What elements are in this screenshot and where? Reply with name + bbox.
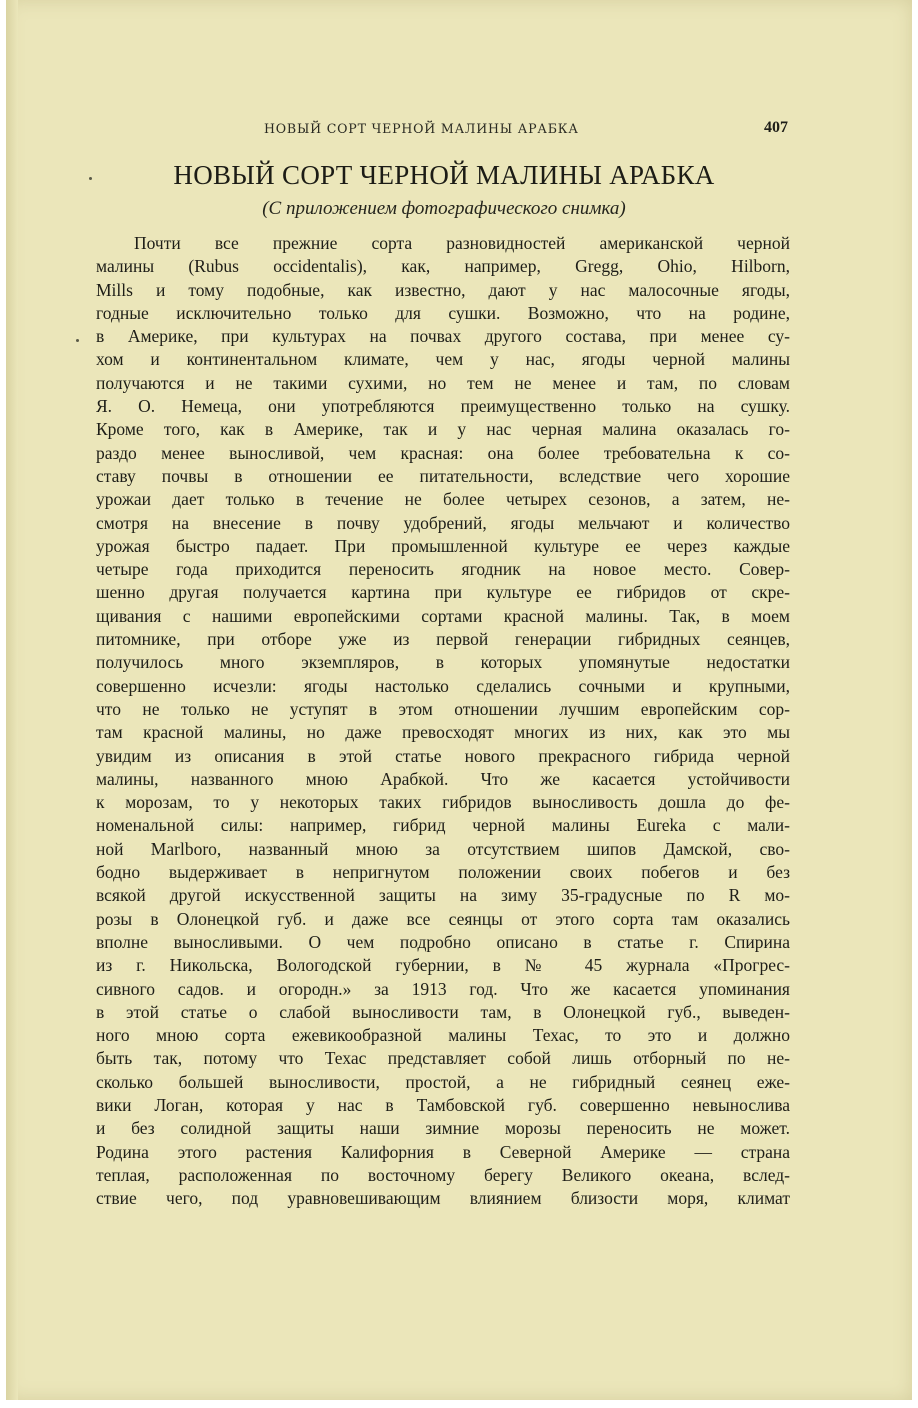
document-page (6, 0, 912, 1400)
body-line: годные исключительно только для сушки. Возможно, что на родине, (96, 302, 790, 323)
body-line: сивного садов. и огородн.» за 1913 год. Что же касается упоминания (96, 978, 790, 999)
body-line: четыре года приходится переносить ягодник на новое место. Совер- (96, 559, 790, 580)
print-speck (89, 177, 92, 180)
body-line: в Америке, при культурах на почвах другого состава, при менее су- (96, 326, 790, 347)
body-line: ставу почвы в отношении ее питательности, вследствие чего хорошие (96, 465, 790, 486)
print-speck (76, 339, 79, 342)
body-line: в этой статье о слабой выносливости там, в Олонецкой губ., выведен- (96, 1001, 790, 1022)
body-line: вполне выносливыми. О чем подробно описано в статье г. Спирина (96, 931, 790, 952)
body-line: ствие чего, под уравновешивающим влиянием близости моря, климат (96, 1188, 790, 1209)
body-line: из г. Никольска, Вологодской губернии, в № 45 журнала «Прогрес- (96, 955, 790, 976)
body-line: урожаи дает только в течение не более четырех сезонов, а затем, не- (96, 489, 790, 510)
body-line: шенно другая получается картина при культуре ее гибридов от скре- (96, 582, 790, 603)
body-line: Почти все прежние сорта разновидностей американской черной (134, 233, 790, 253)
body-line: к морозам, то у некоторых таких гибридов выносливость дошла до фе- (96, 792, 790, 813)
body-line: вики Логан, которая у нас в Тамбовской губ. совершенно невынослива (96, 1094, 790, 1115)
body-line: увидим из описания в этой статье нового прекрасного гибрида черной (96, 745, 790, 766)
article-body (96, 232, 790, 1210)
body-line: и без солидной защиты наши зимние морозы переносить не может. (96, 1118, 790, 1139)
body-line: розы в Олонецкой губ. и даже все сеянцы от этого сорта там оказались (96, 908, 790, 929)
body-line: урожая быстро падает. При промышленной культуре ее через каждые (96, 535, 790, 556)
running-title: НОВЫЙ СОРТ ЧЕРНОЙ МАЛИНЫ АРАБКА (264, 121, 579, 136)
body-line: хом и континентальном климате, чем у нас, ягоды черной малины (96, 349, 790, 370)
body-line: малины (Rubus occidentalis), как, например, Gregg, Ohio, Hilborn, (96, 256, 790, 277)
body-line: Mills и тому подобные, как известно, дают у нас малосочные ягоды, (96, 279, 790, 300)
body-line: смотря на внесение в почву удобрений, ягоды мельчают и количество (96, 512, 790, 533)
body-line: раздо менее выносливой, чем красная: она более требовательна к со- (96, 442, 790, 463)
body-line: там красной малины, но даже превосходят многих из них, как это мы (96, 722, 790, 743)
body-line: получилось много экземпляров, в которых упомянутые недостатки (96, 652, 790, 673)
body-line: совершенно исчезли: ягоды настолько сделались сочными и крупными, (96, 675, 790, 696)
body-line: получаются и не такими сухими, но тем не менее и там, по словам (96, 372, 790, 393)
body-line: ного мною сорта ежевикообразной малины Техас, то это и должно (96, 1025, 790, 1046)
body-line: малины, названного мною Арабкой. Что же касается устойчивости (96, 768, 790, 789)
article-title: НОВЫЙ СОРТ ЧЕРНОЙ МАЛИНЫ АРАБКА (173, 160, 715, 190)
body-line: Я. О. Немеца, они употребляются преимущественно только на сушку. (96, 396, 790, 417)
body-line: щивания с нашими европейскими сортами красной малины. Так, в моем (96, 605, 790, 626)
body-line: питомнике, при отборе уже из первой генерации гибридных сеянцев, (96, 629, 790, 650)
body-line: Родина этого растения Калифорния в Северной Америке — страна (96, 1141, 790, 1162)
body-line: быть так, потому что Техас представляет собой лишь отборный по не- (96, 1048, 790, 1069)
body-line: бодно выдерживает в непригнутом положении своих побегов и без (96, 862, 790, 883)
body-line: теплая, расположенная по восточному берегу Великого океана, вслед- (96, 1164, 790, 1185)
body-line: всякой другой искусственной защиты на зиму 35-градусные по R мо- (96, 885, 790, 906)
article-subtitle: (С приложением фотографического снимка) (262, 198, 626, 219)
body-line: что не только не уступят в этом отношении лучшим европейским сор- (96, 698, 790, 719)
body-line: номенальной силы: например, гибрид черной малины Eureka с мали- (96, 815, 790, 836)
page-number: 407 (764, 119, 788, 136)
body-line: ной Marlboro, названный мною за отсутствием шипов Дамской, сво- (96, 838, 790, 859)
body-line: сколько большей выносливости, простой, а не гибридный сеянец еже- (96, 1071, 790, 1092)
body-line: Кроме того, как в Америке, так и у нас черная малина оказалась го- (96, 419, 790, 440)
